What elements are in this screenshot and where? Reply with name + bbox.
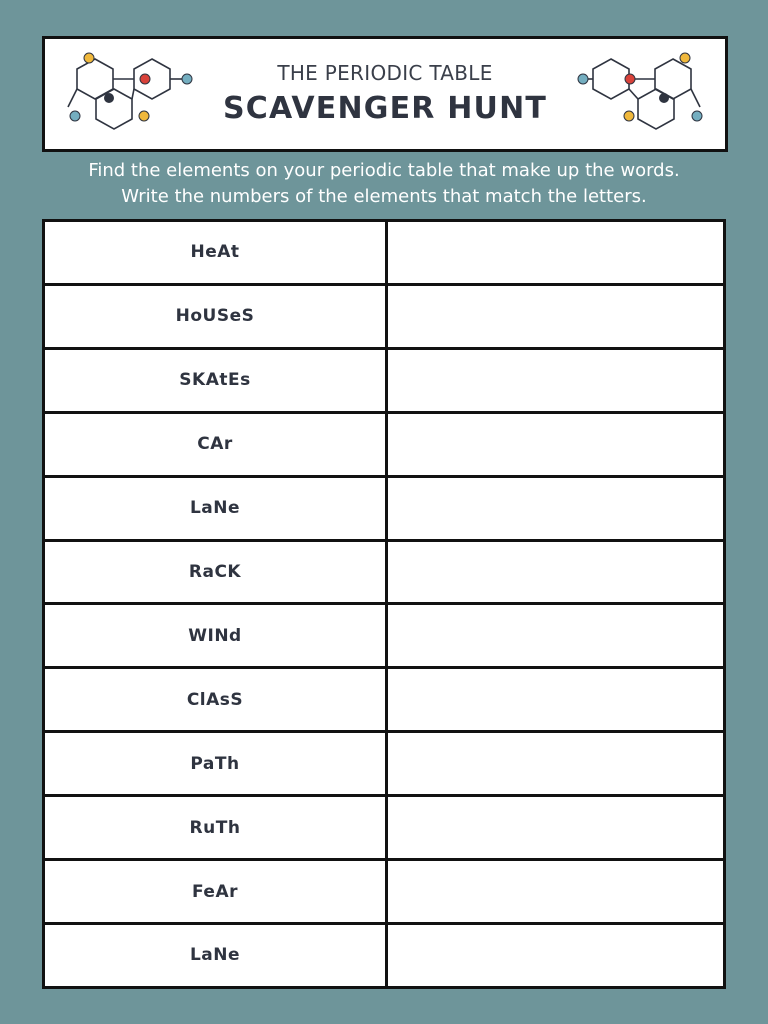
table-row [44, 412, 725, 476]
word-cell: PaTh [44, 732, 387, 796]
table-row [44, 284, 725, 348]
word-cell: RaCK [44, 540, 387, 604]
instructions [0, 158, 768, 210]
answer-cell[interactable] [387, 284, 725, 348]
answer-cell[interactable] [387, 540, 725, 604]
answer-cell[interactable] [387, 668, 725, 732]
word-cell: WINd [44, 604, 387, 668]
table-row [44, 923, 725, 987]
answer-cell[interactable] [387, 732, 725, 796]
title-banner [42, 36, 728, 152]
answer-cell[interactable] [387, 860, 725, 924]
instructions-line-2: Write the numbers of the elements that match the letters. [121, 186, 647, 207]
word-cell: ClAsS [44, 668, 387, 732]
word-cell: SKAtEs [44, 348, 387, 412]
scavenger-hunt-table [42, 219, 726, 989]
word-cell: HoUSeS [44, 284, 387, 348]
table-row [44, 540, 725, 604]
molecule-icon-right [577, 49, 707, 139]
answer-cell[interactable] [387, 923, 725, 987]
answer-cell[interactable] [387, 412, 725, 476]
table-row [44, 796, 725, 860]
table-row [44, 604, 725, 668]
instructions-line-1: Find the elements on your periodic table that make up the words. [88, 160, 680, 181]
word-cell: CAr [44, 412, 387, 476]
table-row [44, 221, 725, 285]
answer-cell[interactable] [387, 348, 725, 412]
table-row [44, 348, 725, 412]
answer-cell[interactable] [387, 221, 725, 285]
word-cell: RuTh [44, 796, 387, 860]
table-row [44, 860, 725, 924]
answer-cell[interactable] [387, 796, 725, 860]
answer-cell[interactable] [387, 604, 725, 668]
page-subtitle: THE PERIODIC TABLE [277, 61, 493, 85]
table-row [44, 732, 725, 796]
word-cell: LaNe [44, 476, 387, 540]
table-row [44, 476, 725, 540]
word-cell: LaNe [44, 923, 387, 987]
table-row [44, 668, 725, 732]
word-cell: FeAr [44, 860, 387, 924]
answer-cell[interactable] [387, 476, 725, 540]
page-title: SCAVENGER HUNT [222, 91, 548, 126]
word-cell: HeAt [44, 221, 387, 285]
